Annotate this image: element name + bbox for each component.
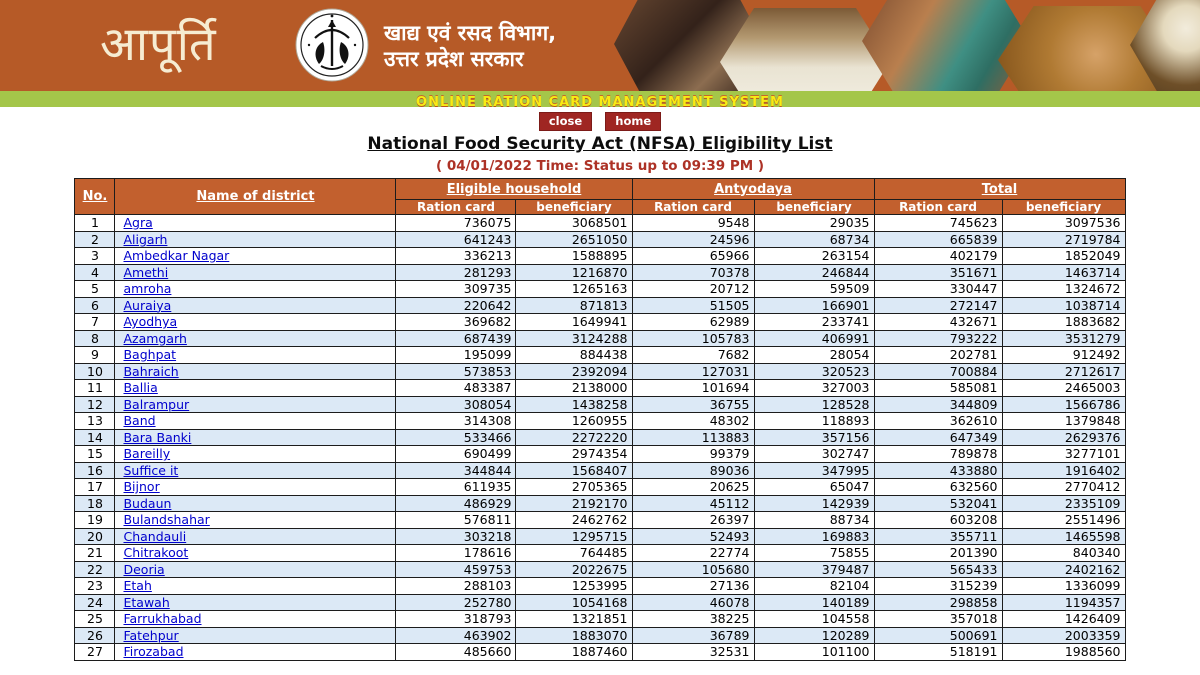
header-no[interactable]: No. [75, 179, 115, 215]
eh-beneficiary-cell: 1438258 [516, 396, 632, 413]
total-beneficiary-cell: 2629376 [1002, 429, 1125, 446]
an-ration-card-cell: 20625 [632, 479, 754, 496]
total-beneficiary-cell: 2712617 [1002, 363, 1125, 380]
eh-ration-card-cell: 459753 [396, 561, 516, 578]
district-cell [115, 248, 396, 265]
district-link[interactable]: Etah [123, 578, 152, 594]
eh-ration-card-cell: 195099 [396, 347, 516, 364]
table-row [75, 330, 1125, 347]
an-beneficiary-cell: 59509 [754, 281, 874, 298]
an-beneficiary-cell: 233741 [754, 314, 874, 331]
eh-beneficiary-cell: 2651050 [516, 231, 632, 248]
total-beneficiary-cell: 2465003 [1002, 380, 1125, 397]
district-cell [115, 611, 396, 628]
row-number-cell: 16 [75, 462, 115, 479]
row-number-cell: 27 [75, 644, 115, 661]
table-row [75, 231, 1125, 248]
district-link[interactable]: Chitrakoot [123, 545, 189, 561]
eh-beneficiary-cell: 871813 [516, 297, 632, 314]
eh-beneficiary-cell: 884438 [516, 347, 632, 364]
district-link[interactable]: Etawah [123, 594, 170, 610]
total-ration-card-cell: 315239 [874, 578, 1002, 595]
district-link[interactable]: Bulandshahar [123, 512, 210, 528]
total-ration-card-cell: 272147 [874, 297, 1002, 314]
district-cell [115, 264, 396, 281]
eh-ration-card-cell: 736075 [396, 215, 516, 232]
nfsa-eligibility-table [74, 178, 1125, 661]
table-row [75, 479, 1125, 496]
an-beneficiary-cell: 406991 [754, 330, 874, 347]
page-title: National Food Security Act (NFSA) Eligibility List [367, 134, 833, 154]
an-beneficiary-cell: 379487 [754, 561, 874, 578]
district-link[interactable]: Azamgarh [123, 330, 187, 346]
row-number-cell: 6 [75, 297, 115, 314]
district-cell [115, 627, 396, 644]
system-title-bar [0, 91, 1200, 110]
district-cell [115, 561, 396, 578]
eh-beneficiary-cell: 2192170 [516, 495, 632, 512]
eh-ration-card-cell: 308054 [396, 396, 516, 413]
eh-ration-card-cell: 533466 [396, 429, 516, 446]
eh-beneficiary-cell: 1216870 [516, 264, 632, 281]
an-beneficiary-cell: 263154 [754, 248, 874, 265]
row-number-cell: 24 [75, 594, 115, 611]
system-title: ONLINE RATION CARD MANAGEMENT SYSTEM [416, 95, 784, 110]
an-beneficiary-cell: 327003 [754, 380, 874, 397]
home-button[interactable]: home [605, 112, 661, 131]
an-ration-card-cell: 62989 [632, 314, 754, 331]
an-ration-card-cell: 24596 [632, 231, 754, 248]
eh-beneficiary-cell: 1295715 [516, 528, 632, 545]
row-number-cell: 15 [75, 446, 115, 463]
an-ration-card-cell: 22774 [632, 545, 754, 562]
row-number-cell: 10 [75, 363, 115, 380]
an-beneficiary-cell: 104558 [754, 611, 874, 628]
district-cell [115, 446, 396, 463]
total-ration-card-cell: 565433 [874, 561, 1002, 578]
header-an-ration-card: Ration card [632, 200, 754, 215]
header-photo-collage [610, 0, 1200, 91]
total-beneficiary-cell: 1038714 [1002, 297, 1125, 314]
district-link[interactable]: Aligarh [123, 231, 168, 247]
row-number-cell: 5 [75, 281, 115, 298]
total-beneficiary-cell: 1336099 [1002, 578, 1125, 595]
total-beneficiary-cell: 3531279 [1002, 330, 1125, 347]
district-cell [115, 215, 396, 232]
an-beneficiary-cell: 65047 [754, 479, 874, 496]
header-eh-beneficiary: beneficiary [516, 200, 632, 215]
header-eligible-household[interactable]: Eligible household [396, 179, 632, 200]
district-cell [115, 594, 396, 611]
an-beneficiary-cell: 28054 [754, 347, 874, 364]
an-ration-card-cell: 27136 [632, 578, 754, 595]
an-beneficiary-cell: 82104 [754, 578, 874, 595]
eh-beneficiary-cell: 3124288 [516, 330, 632, 347]
district-cell [115, 413, 396, 430]
total-ration-card-cell: 518191 [874, 644, 1002, 661]
eh-beneficiary-cell: 1649941 [516, 314, 632, 331]
total-ration-card-cell: 330447 [874, 281, 1002, 298]
district-cell [115, 462, 396, 479]
eh-ration-card-cell: 483387 [396, 380, 516, 397]
total-beneficiary-cell: 2003359 [1002, 627, 1125, 644]
table-row [75, 627, 1125, 644]
an-beneficiary-cell: 169883 [754, 528, 874, 545]
an-beneficiary-cell: 302747 [754, 446, 874, 463]
up-government-emblem-icon [295, 8, 369, 82]
an-ration-card-cell: 89036 [632, 462, 754, 479]
an-ration-card-cell: 20712 [632, 281, 754, 298]
district-cell [115, 231, 396, 248]
department-name [384, 20, 556, 72]
an-beneficiary-cell: 118893 [754, 413, 874, 430]
table-row [75, 297, 1125, 314]
an-beneficiary-cell: 29035 [754, 215, 874, 232]
district-link[interactable]: Amethi [123, 264, 169, 280]
an-beneficiary-cell: 246844 [754, 264, 874, 281]
eh-beneficiary-cell: 2022675 [516, 561, 632, 578]
an-ration-card-cell: 105680 [632, 561, 754, 578]
total-beneficiary-cell: 1852049 [1002, 248, 1125, 265]
row-number-cell: 2 [75, 231, 115, 248]
row-number-cell: 22 [75, 561, 115, 578]
table-row [75, 314, 1125, 331]
row-number-cell: 9 [75, 347, 115, 364]
eh-beneficiary-cell: 764485 [516, 545, 632, 562]
an-ration-card-cell: 38225 [632, 611, 754, 628]
district-link[interactable]: Budaun [123, 495, 172, 511]
header-antyodaya[interactable]: Antyodaya [632, 179, 874, 200]
table-row [75, 545, 1125, 562]
row-number-cell: 23 [75, 578, 115, 595]
total-ration-card-cell: 700884 [874, 363, 1002, 380]
eh-ration-card-cell: 687439 [396, 330, 516, 347]
district-cell [115, 396, 396, 413]
eh-ration-card-cell: 303218 [396, 528, 516, 545]
an-ration-card-cell: 99379 [632, 446, 754, 463]
district-link[interactable]: Deoria [123, 561, 165, 577]
an-beneficiary-cell: 101100 [754, 644, 874, 661]
table-row [75, 578, 1125, 595]
district-link[interactable]: Balrampur [123, 396, 190, 412]
row-number-cell: 17 [75, 479, 115, 496]
eh-beneficiary-cell: 1887460 [516, 644, 632, 661]
district-link[interactable]: Fatehpur [123, 627, 179, 643]
an-ration-card-cell: 36755 [632, 396, 754, 413]
total-beneficiary-cell: 1426409 [1002, 611, 1125, 628]
district-link[interactable]: Bijnor [123, 479, 160, 495]
district-link[interactable]: Ballia [123, 380, 158, 396]
table-row [75, 215, 1125, 232]
total-ration-card-cell: 793222 [874, 330, 1002, 347]
eh-ration-card-cell: 309735 [396, 281, 516, 298]
district-link[interactable]: Ayodhya [123, 314, 178, 330]
an-beneficiary-cell: 357156 [754, 429, 874, 446]
status-line: ( 04/01/2022 Time: Status up to 09:39 PM ) [435, 158, 765, 174]
total-ration-card-cell: 357018 [874, 611, 1002, 628]
total-ration-card-cell: 344809 [874, 396, 1002, 413]
eh-ration-card-cell: 220642 [396, 297, 516, 314]
total-beneficiary-cell: 1463714 [1002, 264, 1125, 281]
district-cell [115, 314, 396, 331]
an-beneficiary-cell: 140189 [754, 594, 874, 611]
an-ration-card-cell: 101694 [632, 380, 754, 397]
table-row [75, 347, 1125, 364]
an-ration-card-cell: 36789 [632, 627, 754, 644]
eh-beneficiary-cell: 1253995 [516, 578, 632, 595]
total-beneficiary-cell: 2719784 [1002, 231, 1125, 248]
eh-beneficiary-cell: 2705365 [516, 479, 632, 496]
an-beneficiary-cell: 320523 [754, 363, 874, 380]
eh-ration-card-cell: 281293 [396, 264, 516, 281]
district-cell [115, 330, 396, 347]
eh-ration-card-cell: 611935 [396, 479, 516, 496]
total-ration-card-cell: 789878 [874, 446, 1002, 463]
table-row [75, 363, 1125, 380]
an-ration-card-cell: 65966 [632, 248, 754, 265]
eh-ration-card-cell: 369682 [396, 314, 516, 331]
brand-title: आपूर्ति [100, 17, 217, 72]
district-link[interactable]: Baghpat [123, 347, 177, 363]
eh-beneficiary-cell: 3068501 [516, 215, 632, 232]
district-cell [115, 347, 396, 364]
total-ration-card-cell: 665839 [874, 231, 1002, 248]
an-ration-card-cell: 45112 [632, 495, 754, 512]
eh-ration-card-cell: 344844 [396, 462, 516, 479]
an-beneficiary-cell: 75855 [754, 545, 874, 562]
district-cell [115, 512, 396, 529]
an-ration-card-cell: 52493 [632, 528, 754, 545]
toolbar [0, 110, 1200, 127]
district-link[interactable]: Bara Banki [123, 429, 192, 445]
row-number-cell: 14 [75, 429, 115, 446]
eh-beneficiary-cell: 1568407 [516, 462, 632, 479]
eh-beneficiary-cell: 2462762 [516, 512, 632, 529]
row-number-cell: 25 [75, 611, 115, 628]
district-link[interactable]: Bareilly [123, 446, 171, 462]
district-link[interactable]: amroha [123, 281, 172, 297]
table-row [75, 644, 1125, 661]
eh-beneficiary-cell: 2272220 [516, 429, 632, 446]
table-row [75, 264, 1125, 281]
table-row [75, 429, 1125, 446]
table-row [75, 446, 1125, 463]
district-link[interactable]: Bahraich [123, 363, 179, 379]
total-beneficiary-cell: 2770412 [1002, 479, 1125, 496]
total-ration-card-cell: 745623 [874, 215, 1002, 232]
row-number-cell: 1 [75, 215, 115, 232]
row-number-cell: 21 [75, 545, 115, 562]
header-banner [0, 0, 1200, 91]
district-cell [115, 495, 396, 512]
header-an-beneficiary: beneficiary [754, 200, 874, 215]
district-cell [115, 429, 396, 446]
table-row [75, 495, 1125, 512]
total-ration-card-cell: 201390 [874, 545, 1002, 562]
total-ration-card-cell: 298858 [874, 594, 1002, 611]
eh-beneficiary-cell: 1265163 [516, 281, 632, 298]
total-beneficiary-cell: 1883682 [1002, 314, 1125, 331]
district-link[interactable]: Ambedkar Nagar [123, 248, 230, 264]
eh-ration-card-cell: 314308 [396, 413, 516, 430]
total-beneficiary-cell: 1379848 [1002, 413, 1125, 430]
total-ration-card-cell: 632560 [874, 479, 1002, 496]
header-district[interactable]: Name of district [115, 179, 396, 215]
an-ration-card-cell: 51505 [632, 297, 754, 314]
table-row [75, 594, 1125, 611]
total-ration-card-cell: 202781 [874, 347, 1002, 364]
total-ration-card-cell: 351671 [874, 264, 1002, 281]
total-ration-card-cell: 532041 [874, 495, 1002, 512]
total-ration-card-cell: 432671 [874, 314, 1002, 331]
district-cell [115, 545, 396, 562]
total-beneficiary-cell: 1194357 [1002, 594, 1125, 611]
row-number-cell: 19 [75, 512, 115, 529]
total-beneficiary-cell: 1988560 [1002, 644, 1125, 661]
total-beneficiary-cell: 1465598 [1002, 528, 1125, 545]
eh-beneficiary-cell: 1321851 [516, 611, 632, 628]
row-number-cell: 18 [75, 495, 115, 512]
an-beneficiary-cell: 88734 [754, 512, 874, 529]
district-link[interactable]: Firozabad [123, 644, 184, 660]
an-beneficiary-cell: 128528 [754, 396, 874, 413]
district-link[interactable]: Agra [123, 215, 153, 231]
an-beneficiary-cell: 68734 [754, 231, 874, 248]
eh-beneficiary-cell: 2138000 [516, 380, 632, 397]
district-cell [115, 578, 396, 595]
total-beneficiary-cell: 2551496 [1002, 512, 1125, 529]
table-row [75, 561, 1125, 578]
total-beneficiary-cell: 1566786 [1002, 396, 1125, 413]
header-total-ration-card: Ration card [874, 200, 1002, 215]
an-ration-card-cell: 48302 [632, 413, 754, 430]
eh-ration-card-cell: 690499 [396, 446, 516, 463]
department-line2: उत्तर प्रदेश सरकार [384, 47, 524, 71]
table-row [75, 380, 1125, 397]
district-cell [115, 281, 396, 298]
table-row [75, 413, 1125, 430]
row-number-cell: 7 [75, 314, 115, 331]
row-number-cell: 4 [75, 264, 115, 281]
district-cell [115, 479, 396, 496]
table-row [75, 528, 1125, 545]
row-number-cell: 20 [75, 528, 115, 545]
eh-beneficiary-cell: 2392094 [516, 363, 632, 380]
table-body [75, 215, 1125, 661]
photo-hexagon-3 [862, 0, 1030, 91]
total-beneficiary-cell: 840340 [1002, 545, 1125, 562]
eh-ration-card-cell: 336213 [396, 248, 516, 265]
an-ration-card-cell: 46078 [632, 594, 754, 611]
eh-ration-card-cell: 252780 [396, 594, 516, 611]
an-beneficiary-cell: 166901 [754, 297, 874, 314]
eh-beneficiary-cell: 1883070 [516, 627, 632, 644]
row-number-cell: 12 [75, 396, 115, 413]
table-row [75, 248, 1125, 265]
table-row [75, 611, 1125, 628]
row-number-cell: 11 [75, 380, 115, 397]
eh-ration-card-cell: 641243 [396, 231, 516, 248]
total-beneficiary-cell: 1324672 [1002, 281, 1125, 298]
total-beneficiary-cell: 3097536 [1002, 215, 1125, 232]
header-total[interactable]: Total [874, 179, 1125, 200]
total-beneficiary-cell: 3277101 [1002, 446, 1125, 463]
eh-beneficiary-cell: 1260955 [516, 413, 632, 430]
an-ration-card-cell: 7682 [632, 347, 754, 364]
table-row [75, 281, 1125, 298]
eh-beneficiary-cell: 1054168 [516, 594, 632, 611]
total-ration-card-cell: 500691 [874, 627, 1002, 644]
eh-beneficiary-cell: 1588895 [516, 248, 632, 265]
an-ration-card-cell: 105783 [632, 330, 754, 347]
close-button[interactable]: close [539, 112, 592, 131]
row-number-cell: 26 [75, 627, 115, 644]
district-link[interactable]: Suffice it [123, 462, 179, 478]
an-ration-card-cell: 127031 [632, 363, 754, 380]
eh-ration-card-cell: 318793 [396, 611, 516, 628]
row-number-cell: 3 [75, 248, 115, 265]
district-link[interactable]: Band [123, 413, 156, 429]
district-cell [115, 363, 396, 380]
table-row [75, 396, 1125, 413]
total-ration-card-cell: 433880 [874, 462, 1002, 479]
an-beneficiary-cell: 347995 [754, 462, 874, 479]
district-link[interactable]: Farrukhabad [123, 611, 202, 627]
district-cell [115, 528, 396, 545]
total-ration-card-cell: 585081 [874, 380, 1002, 397]
an-ration-card-cell: 26397 [632, 512, 754, 529]
total-ration-card-cell: 402179 [874, 248, 1002, 265]
eh-ration-card-cell: 463902 [396, 627, 516, 644]
total-ration-card-cell: 603208 [874, 512, 1002, 529]
eh-ration-card-cell: 178616 [396, 545, 516, 562]
total-beneficiary-cell: 2335109 [1002, 495, 1125, 512]
eh-ration-card-cell: 288103 [396, 578, 516, 595]
an-ration-card-cell: 32531 [632, 644, 754, 661]
an-beneficiary-cell: 120289 [754, 627, 874, 644]
eh-ration-card-cell: 485660 [396, 644, 516, 661]
an-ration-card-cell: 70378 [632, 264, 754, 281]
an-ration-card-cell: 113883 [632, 429, 754, 446]
district-cell [115, 297, 396, 314]
header-eh-ration-card: Ration card [396, 200, 516, 215]
total-beneficiary-cell: 1916402 [1002, 462, 1125, 479]
an-ration-card-cell: 9548 [632, 215, 754, 232]
total-ration-card-cell: 362610 [874, 413, 1002, 430]
total-ration-card-cell: 355711 [874, 528, 1002, 545]
total-beneficiary-cell: 912492 [1002, 347, 1125, 364]
header-total-beneficiary: beneficiary [1002, 200, 1125, 215]
an-beneficiary-cell: 142939 [754, 495, 874, 512]
eh-ration-card-cell: 573853 [396, 363, 516, 380]
table-row [75, 512, 1125, 529]
district-link[interactable]: Auraiya [123, 297, 172, 313]
district-cell [115, 380, 396, 397]
row-number-cell: 8 [75, 330, 115, 347]
row-number-cell: 13 [75, 413, 115, 430]
eh-beneficiary-cell: 2974354 [516, 446, 632, 463]
table-row [75, 462, 1125, 479]
eh-ration-card-cell: 486929 [396, 495, 516, 512]
total-beneficiary-cell: 2402162 [1002, 561, 1125, 578]
district-cell [115, 644, 396, 661]
eh-ration-card-cell: 576811 [396, 512, 516, 529]
department-line1: खाद्य एवं रसद विभाग, [384, 21, 557, 45]
total-ration-card-cell: 647349 [874, 429, 1002, 446]
district-link[interactable]: Chandauli [123, 528, 187, 544]
